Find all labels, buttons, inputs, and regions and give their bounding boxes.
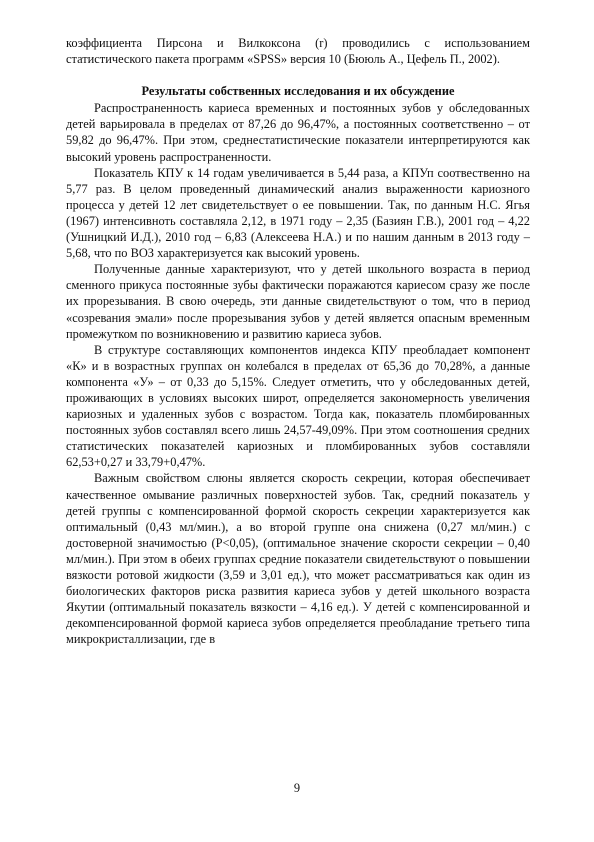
paragraph-saliva: Важным свойством слюны является скорость секреции, которая обеспечивает качественное омывание различных поверхностей зубов. Так, средний показатель у детей группы с компенсированной формой скорость секреции характеризуется как оптимальный (0,43 мл/мин.), а во второй группе она снижена (0,27 мл/мин.) с достоверной значимостью (P<0,05), (оптимальное значение скорости секреции – 0,40 мл/мин.). При этом в обеих группах средние показатели свидетельствуют о повышении вязкости ротовой жидкости (3,59 и 3,01 ед.), что может рассматриваться как один из биологических факторов риска развития кариеса зубов у детей школьного возраста Якутии (оптимальный показатель вязкости – 4,16 ед.). У детей с компенсированной и декомпенсированной формой кариеса зубов определяется преобладание третьего типа микрокристаллизации, где в <box>66 471 530 647</box>
page-number: 9 <box>293 781 301 795</box>
paragraph-kpu-structure: В структуре составляющих компонентов индекса КПУ преобладает компонент «К» и в возрастных группах он колебался в пределах от 65,36 до 70,28%, а данные компонента «У» – от 0,33 до 5,15%. Следует отметить, что у обследованных детей, проживающих в условиях высоких широт, определяется закономерность увеличения кариозных и удаленных зубов с возрастом. Тогда как, показатель пломбированных постоянных зубов составлял всего лишь 24,57-49,09%. При этом соотношения средних статистических показателей кариозных и пломбированных зубов составляли 62,53+0,27 и 33,79+0,47%. <box>66 342 530 470</box>
paragraph-prevalence: Распространенность кариеса временных и постоянных зубов у обследованных детей варьировала в пределах от 87,26 до 96,47%, а постоянных соответственно – от 59,82 до 96,47%. При этом, среднестатистические показатели интерпретируются как высокий уровень распространенности. <box>66 101 530 164</box>
section-heading: Результаты собственных исследования и их обсуждение <box>141 84 455 99</box>
document-page <box>66 35 530 647</box>
paragraph-kpu-index: Показатель КПУ к 14 годам увеличивается в 5,44 раза, а КПУп соотвественно на 5,77 раз. В целом проведенный динамический анализ выраженности кариозного процесса у детей 12 лет свидетельствует о ее повышении. Так, по данным Н.С. Ягья (1967) интенсивноть составляла 2,12, в 1971 году – 2,35 (Базиян Г.В.), 2001 год – 4,22 (Ушницкий И.Д.), 2010 год – 6,83 (Алексеева Н.А.) и по нашим данным в 2013 году – 5,68, что по ВОЗ характеризуется как высокий уровень. <box>66 165 530 261</box>
paragraph-school-age: Полученные данные характеризуют, что у детей школьного возраста в период сменного прикуса постоянные зубы фактически поражаются кариесом сразу же после их прорезывания. В свою очередь, эти данные свидетельствуют о том, что в период «созревания эмали» после прорезывания зубов у детей является опасным временным промежутком по возникновению и развитию кариеса зубов. <box>66 262 530 341</box>
intro-paragraph: коэффициента Пирсона и Вилкоксона (r) проводились с использованием статистического пакета программ «SPSS» версия 10 (Бююль А., Цефель П., 2002). <box>66 36 530 67</box>
